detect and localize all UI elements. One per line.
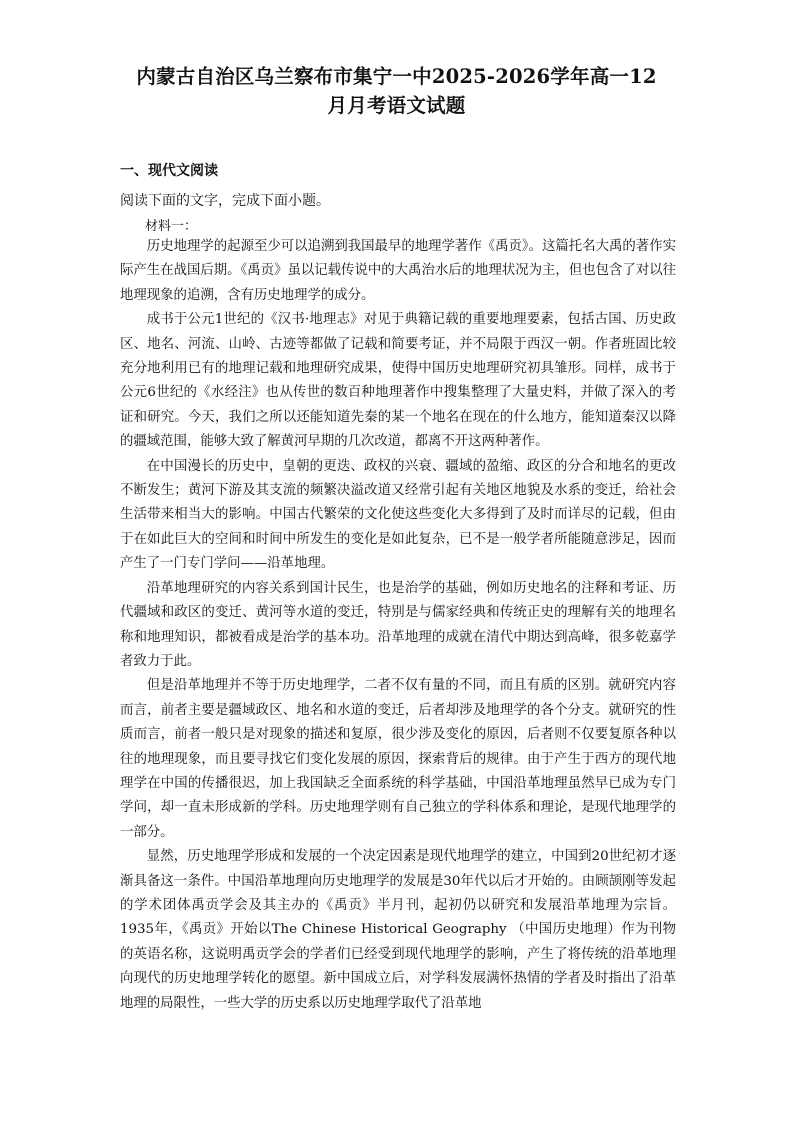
material-label: 材料一： [145, 219, 198, 234]
section-heading: 一、现代文阅读 [120, 163, 218, 179]
paragraph: 成书于公元1世纪的《汉书·地理志》对见于典籍记载的重要地理要素，包括古国、历史政区、地名、河流、山岭、古迹等都做了记载和简要考证，并不局限于西汉一朝。作者班固比较充分地利用已有的地理记载和地理研究成果，使得中国历史地理研究初具雏形。同样，成书于公元6世纪的《水经注》也从传世的数百种地理著作中搜集整理了大量史料，并做了深入的考证和研究。今天，我们之所以还能知道先秦的某一个地名在现在的什么地方，能知道秦汉以降的疆域范围，能够大致了解黄河早期的几次改道，都离不开这两种著作。 [120, 312, 676, 450]
paragraph: 显然，历史地理学形成和发展的一个决定因素是现代地理学的建立，中国到20世纪初才逐渐具备这一条件。中国沿革地理向历史地理学的发展是30年代以后才开始的。由顾颉刚等发起的学术团体禹贡学会及其主办的《禹贡》半月刊，起初仍以研究和发展沿革地理为宗旨。1935年，《禹贡》开始以The Chinese Historical Geography （中国历史地理）作为刊物的英语名称，这说明禹贡学会的学者们已经受到现代地理学的影响，产生了将传统的沿革地理向现代的历史地理学转化的愿望。新中国成立后，对学科发展满怀热情的学者及时指出了沿革地理的局限性，一些大学的历史系以历史地理学取代了沿革地 [120, 849, 676, 1011]
instruction-text: 阅读下面的文字，完成下面小题。 [120, 193, 330, 209]
title-line-2: 月月考语文试题 [327, 94, 466, 117]
paragraph: 历史地理学的起源至少可以追溯到我国最早的地理学著作《禹贡》。这篇托名大禹的著作实际产生在战国后期。《禹贡》虽以记载传说中的大禹治水后的地理状况为主，但也包含了对以往地理现象的追溯，含有历史地理学的成分。 [120, 239, 676, 303]
document-title [100, 62, 693, 120]
paragraph: 沿革地理研究的内容关系到国计民生，也是治学的基础，例如历史地名的注释和考证、历代疆域和政区的变迁、黄河等水道的变迁，特别是与儒家经典和传统正史的理解有关的地理名称和地理知识，都被看成是治学的基本功。沿革地理的成就在清代中期达到高峰，很多乾嘉学者致力于此。 [120, 580, 676, 669]
paragraph: 但是沿革地理并不等于历史地理学，二者不仅有量的不同，而且有质的区别。就研究内容而言，前者主要是疆域政区、地名和水道的变迁，后者却涉及地理学的各个分支。就研究的性质而言，前者一般只是对现象的描述和复原，很少涉及变化的原因，后者则不仅要复原各种以往的地理现象，而且要寻找它们变化发展的原因，探索背后的规律。由于产生于西方的现代地理学在中国的传播很迟，加上我国缺乏全面系统的科学基础，中国沿革地理虽然早已成为专门学问，却一直未形成新的学科。历史地理学则有自己独立的学科体系和理论，是现代地理学的一部分。 [120, 678, 676, 840]
title-line-1: 内蒙古自治区乌兰察布市集宁一中2025-2026学年高一12 [136, 65, 657, 88]
paragraph: 在中国漫长的历史中，皇朝的更迭、政权的兴衰、疆域的盈缩、政区的分合和地名的更改不断发生；黄河下游及其支流的频繁决溢改道又经常引起有关地区地貌及水系的变迁，给社会生活带来相当大的影响。中国古代繁荣的文化使这些变化大多得到了及时而详尽的记载，但由于在如此巨大的空间和时间中所发生的变化是如此复杂，已不是一般学者所能随意涉足，因而产生了一门专门学问——沿革地理。 [120, 458, 676, 572]
passage-body [120, 235, 676, 1016]
